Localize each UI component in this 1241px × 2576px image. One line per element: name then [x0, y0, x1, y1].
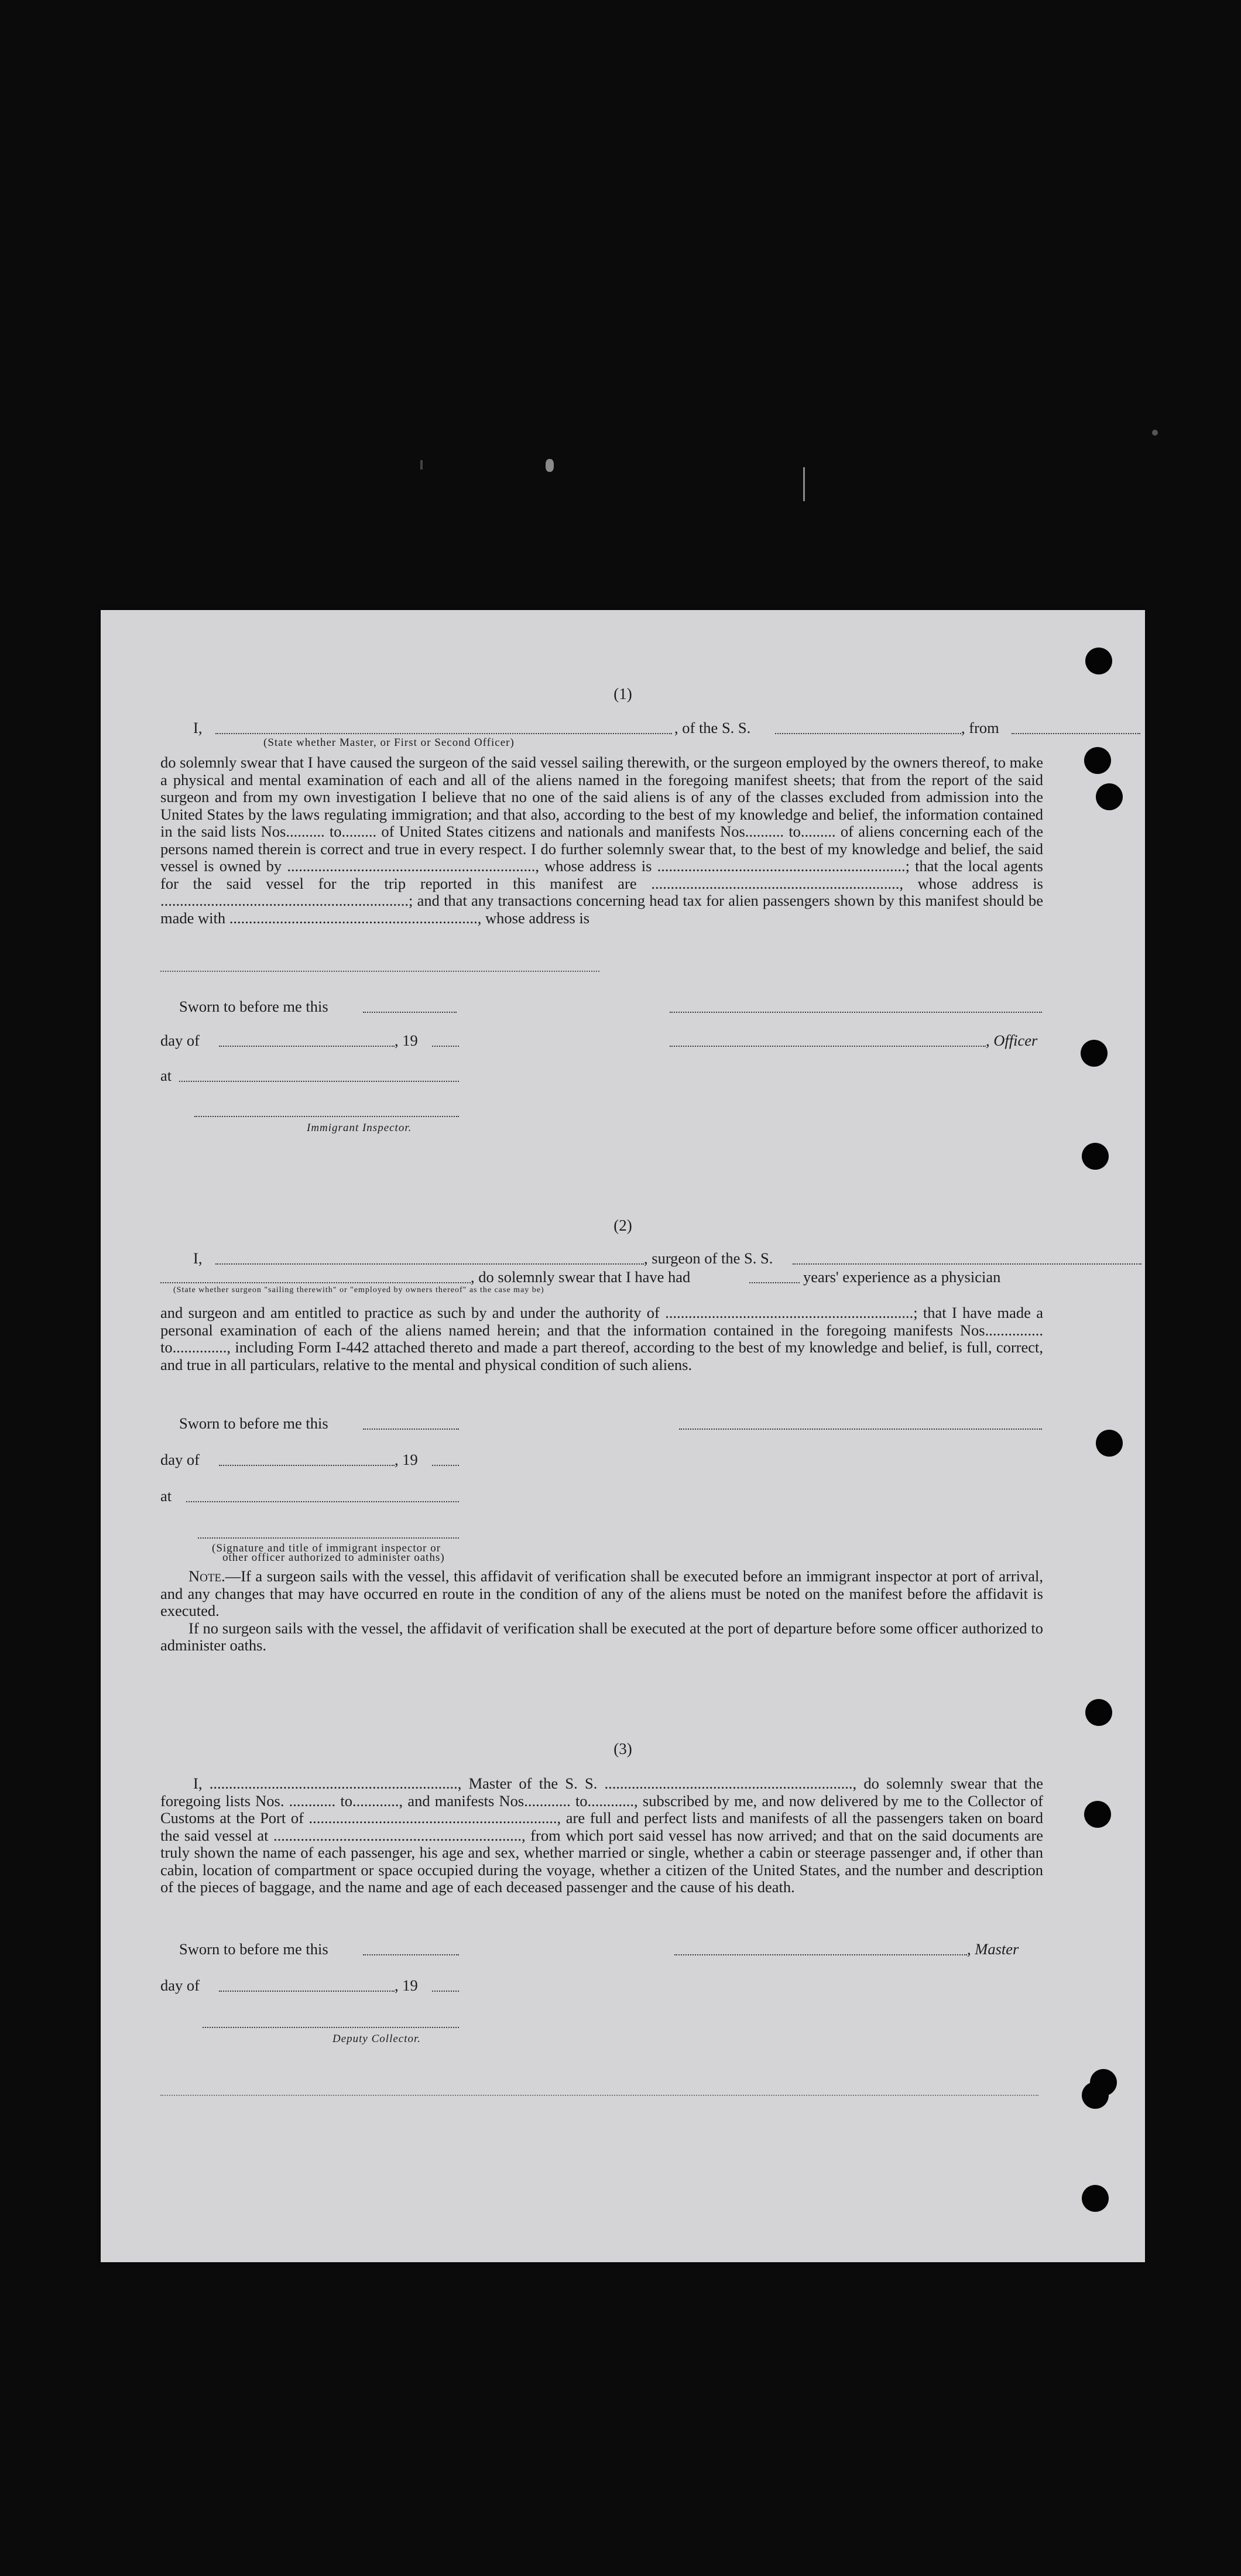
s2-signature-caption-1: (Signature and title of immigrant inspector or — [212, 1542, 441, 1554]
s2-oath-text: and surgeon and am entitled to practice as such by and under the authority of ................................................................; that I have made a personal examination of each of the aliens named herein; and that the information contained in the foregoing manifests Nos............... to.............., including Form I-442 attached thereto and made a part thereof, according to the best of my knowledge and belief, is full, correct, and true in all particulars, relative to the mental and physical condition of such aliens. — [160, 1304, 1043, 1373]
s1-inspector-caption: Immigrant Inspector. — [307, 1122, 412, 1134]
s2-day-of-label: day of — [160, 1451, 200, 1468]
punch-hole — [1081, 1040, 1108, 1067]
punch-hole — [1096, 1430, 1123, 1457]
s2-at-place-field[interactable] — [186, 1501, 459, 1502]
s2-swear-label: , do solemnly swear that I have had — [471, 1268, 691, 1286]
s2-year-field[interactable] — [432, 1465, 459, 1466]
s1-officer-label: , Officer — [986, 1032, 1038, 1049]
s2-years-label: years' experience as a physician — [803, 1268, 1001, 1286]
punch-hole — [1096, 783, 1123, 810]
punch-hole — [1085, 1699, 1112, 1726]
s1-rank-caption: (State whether Master, or First or Second Officer) — [263, 737, 515, 749]
punch-hole — [1084, 747, 1111, 774]
s1-of-ss-label: , of the S. S. — [674, 719, 751, 737]
s1-year-label: , 19 — [395, 1032, 418, 1049]
s2-officer-signature-field[interactable] — [198, 1537, 459, 1539]
s1-from-port-field[interactable] — [1012, 733, 1140, 734]
punch-hole — [1084, 1801, 1111, 1828]
speck — [1152, 430, 1158, 436]
speck — [546, 459, 554, 472]
s2-year-label: , 19 — [395, 1451, 418, 1468]
s2-i-label: I, — [193, 1249, 203, 1267]
punch-hole — [1085, 648, 1112, 674]
s1-officer-name-field[interactable] — [215, 733, 672, 734]
s2-surgeon-name-field[interactable] — [215, 1263, 644, 1265]
s2-at-label: at — [160, 1487, 172, 1505]
s3-oath-text: I, ................................................................, Master of the S. S. ................................................................, do solemnly swear that the foregoing lists Nos. ............ to............, and manifests Nos............ to............, subscribed by me, and now delivered by me to the Collector of Customs at the Port of ................................................................, are full and perfect lists and manifests of all the passengers taken on board the said vessel at ................................................................, from which port said vessel has now arrived; and that on the said documents are truly shown the name of each passenger, his age and sex, whether married or single, whether a cabin or steerage passenger and, if other than cabin, location of compartment or space occupied during the voyage, whether a citizen of the United States, and the number and description of the pieces of baggage, and the name and age of each deceased passenger and the cause of his death. — [160, 1775, 1043, 1896]
s2-signature-caption-2: other officer authorized to administer oaths) — [222, 1551, 445, 1564]
s1-ship-name-field[interactable] — [775, 733, 961, 734]
s1-sworn-label: Sworn to before me this — [179, 998, 328, 1015]
punch-hole — [1082, 1143, 1109, 1170]
s2-status-caption: (State whether surgeon "sailing therewith" or "employed by owners thereof" as the case may be) — [173, 1286, 544, 1294]
s1-year-field[interactable] — [432, 1046, 459, 1047]
manifest-page — [101, 610, 1145, 2262]
s2-sworn-label: Sworn to before me this — [179, 1414, 328, 1432]
s1-sworn-date-field[interactable] — [363, 1012, 457, 1013]
s3-collector-caption: Deputy Collector. — [332, 2033, 421, 2045]
s2-note-text-2: If no surgeon sails with the vessel, the affidavit of verification shall be executed at the port of departure before some officer authorized to administer oaths. — [160, 1619, 1043, 1654]
s3-master-label: , Master — [967, 1940, 1019, 1958]
s1-inspector-signature-field[interactable] — [194, 1116, 459, 1117]
s1-underline — [160, 971, 599, 972]
s1-at-place-field[interactable] — [179, 1081, 459, 1082]
section-3-number: (3) — [613, 1740, 632, 1758]
s2-years-field[interactable] — [749, 1282, 800, 1283]
punch-hole — [1082, 2185, 1109, 2212]
s2-sailing-status-field[interactable] — [160, 1282, 471, 1283]
s2-surgeon-signature-field[interactable] — [679, 1429, 1042, 1430]
punch-hole — [1082, 2082, 1109, 2109]
s1-from-label: , from — [961, 719, 999, 737]
s1-i-label: I, — [193, 719, 203, 737]
s1-day-of-label: day of — [160, 1032, 200, 1049]
s3-day-field[interactable] — [219, 1991, 395, 1992]
s1-day-field[interactable] — [219, 1046, 395, 1047]
s3-collector-signature-field[interactable] — [203, 2027, 459, 2028]
s2-ship-name-field[interactable] — [793, 1263, 1141, 1265]
s2-note — [160, 1568, 1043, 1654]
s2-note-text-1: —If a surgeon sails with the vessel, this affidavit of verification shall be executed before an immigrant inspector at port of arrival, and any changes that may have occurred en route in the condition of any of the aliens must be noted on the manifest before the affidavit is executed. — [160, 1567, 1043, 1619]
s2-sworn-date-field[interactable] — [363, 1429, 459, 1430]
s3-sworn-label: Sworn to before me this — [179, 1940, 328, 1958]
s3-day-of-label: day of — [160, 1976, 200, 1994]
section-2-number: (2) — [613, 1217, 632, 1234]
speck — [420, 460, 423, 470]
s2-surgeon-of-ss-label: , surgeon of the S. S. — [644, 1249, 773, 1267]
s2-note-label: Note. — [188, 1567, 225, 1585]
s1-oath-text: do solemnly swear that I have caused the surgeon of the said vessel sailing therewith, or the surgeon employed by the owners thereof, to make a physical and mental examination of each and all of the aliens named in the foregoing manifest sheets; that from the report of the said surgeon and from my own investigation I believe that no one of the said aliens is of any of the classes excluded from admission into the United States by the laws regulating immigration; and that also, according to the best of my knowledge and belief, the information contained in the said lists Nos.......... to......... of United States citizens and nationals and manifests Nos.......... to......... of aliens concerning each of the persons named therein is correct and true in every respect. I do further solemnly swear that, to the best of my knowledge and belief, the said vessel is owned by ................................................................, whose address is ................................................................; that the local agents for the said vessel for the trip reported in this manifest are ................................................................, whose address is ................................................................; and that any transactions concerning head tax for alien passengers shown by this manifest should be made with ................................................................, whose address is — [160, 753, 1043, 927]
s3-year-field[interactable] — [432, 1991, 459, 1992]
s1-officer-signature-field[interactable] — [670, 1012, 1042, 1013]
s3-year-label: , 19 — [395, 1976, 418, 1994]
page-bottom-rule — [160, 2095, 1038, 2096]
section-1-number: (1) — [613, 685, 632, 703]
s3-sworn-date-field[interactable] — [363, 1954, 459, 1955]
s2-day-field[interactable] — [219, 1465, 395, 1466]
s1-officer-title-field[interactable] — [670, 1046, 986, 1047]
s3-master-signature-field[interactable] — [674, 1954, 967, 1955]
s1-at-label: at — [160, 1067, 172, 1084]
speck — [803, 467, 805, 501]
